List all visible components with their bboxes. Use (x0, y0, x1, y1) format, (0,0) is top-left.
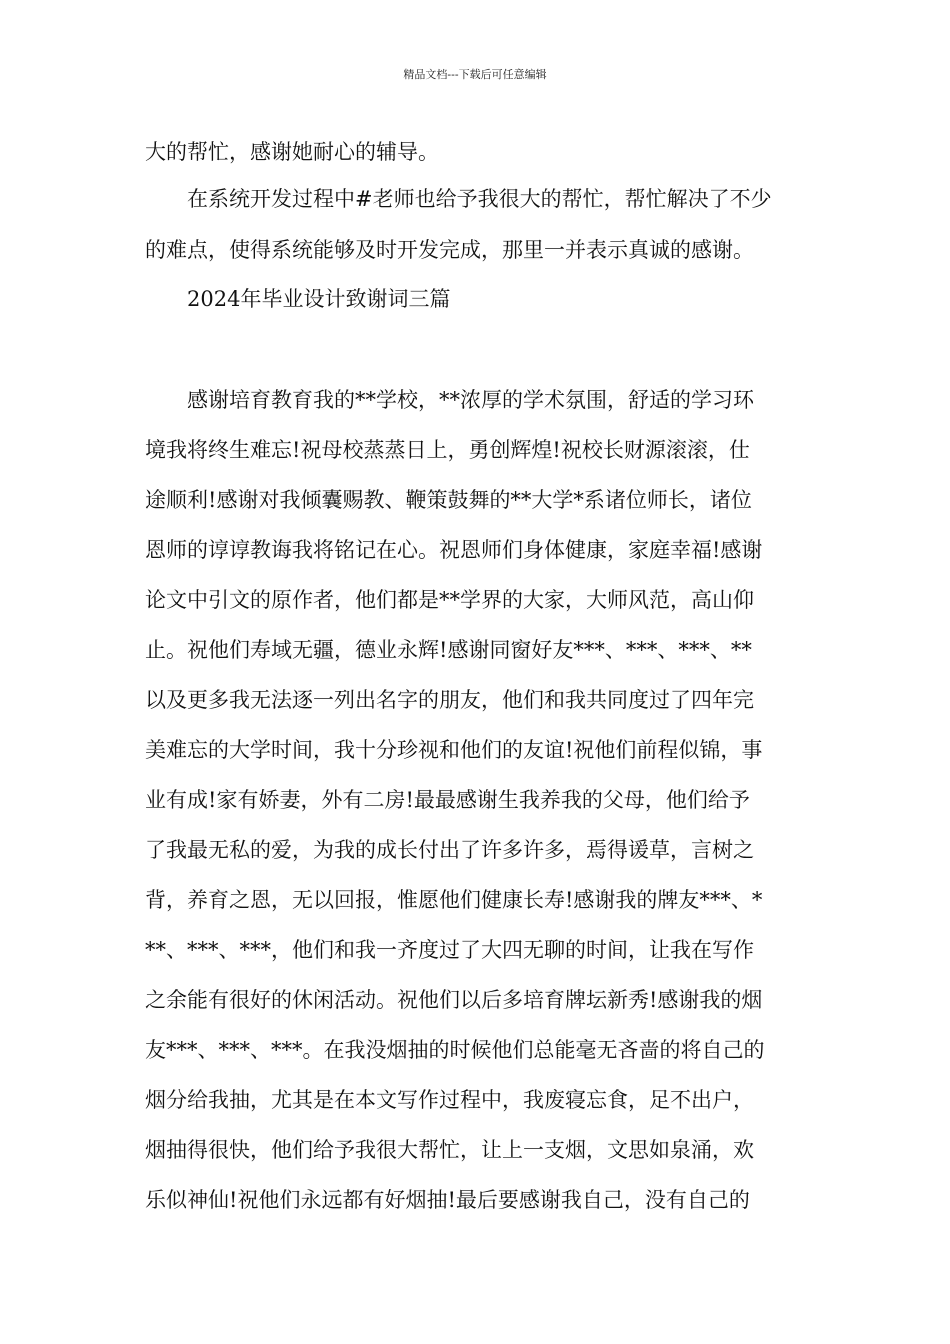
text-line: 的难点，使得系统能够及时开发完成，那里一并表示真诚的感谢。 (145, 238, 754, 262)
text-line: 途顺利!感谢对我倾囊赐教、鞭策鼓舞的**大学*系诸位师长，诸位 (145, 488, 752, 512)
text-line: 大的帮忙，感谢她耐心的辅导。 (145, 140, 439, 164)
text-line: 乐似神仙!祝他们永远都有好烟抽!最后要感谢我自己，没有自己的 (145, 1188, 750, 1212)
text-line: 美难忘的大学时间，我十分珍视和他们的友谊!祝他们前程似锦，事 (145, 738, 763, 762)
text-line: 业有成!家有娇妻，外有二房!最最感谢生我养我的父母，他们给予 (145, 788, 750, 812)
text-line: 论文中引文的原作者，他们都是**学界的大家，大师风范，高山仰 (145, 588, 754, 612)
text-line: 之余能有很好的休闲活动。祝他们以后多培育牌坛新秀!感谢我的烟 (145, 988, 763, 1012)
text-line: 止。祝他们寿域无疆，德业永辉!感谢同窗好友***、***、***、** (145, 638, 752, 662)
text-line: 境我将终生难忘!祝母校蒸蒸日上，勇创辉煌!祝校长财源滚滚，仕 (145, 438, 750, 462)
text-line: 烟抽得很快，他们给予我很大帮忙，让上一支烟，文思如泉涌，欢 (145, 1138, 754, 1162)
text-line: 在系统开发过程中#老师也给予我很大的帮忙，帮忙解决了不少 (145, 187, 772, 211)
text-line: 友***、***、***。在我没烟抽的时候他们总能毫无吝啬的将自己的 (145, 1038, 765, 1062)
page-header: 精品文档---下载后可任意编辑 (403, 68, 547, 81)
text-line: 了我最无私的爱，为我的成长付出了许多许多，焉得谖草，言树之 (145, 838, 754, 862)
text-line: 感谢培育教育我的**学校，**浓厚的学术氛围，舒适的学习环 (145, 388, 754, 412)
text-line: 烟分给我抽，尤其是在本文写作过程中，我废寝忘食，足不出户， (145, 1088, 754, 1112)
section-title: 2024年毕业设计致谢词三篇 (145, 287, 451, 311)
text-line: 恩师的谆谆教诲我将铭记在心。祝恩师们身体健康，家庭幸福!感谢 (145, 538, 763, 562)
text-line: 背，养育之恩，无以回报，惟愿他们健康长寿!感谢我的牌友***、* (145, 888, 763, 912)
text-line: **、***、***，他们和我一齐度过了大四无聊的时间，让我在写作 (145, 938, 754, 962)
text-line: 以及更多我无法逐一列出名字的朋友，他们和我共同度过了四年完 (145, 688, 754, 712)
